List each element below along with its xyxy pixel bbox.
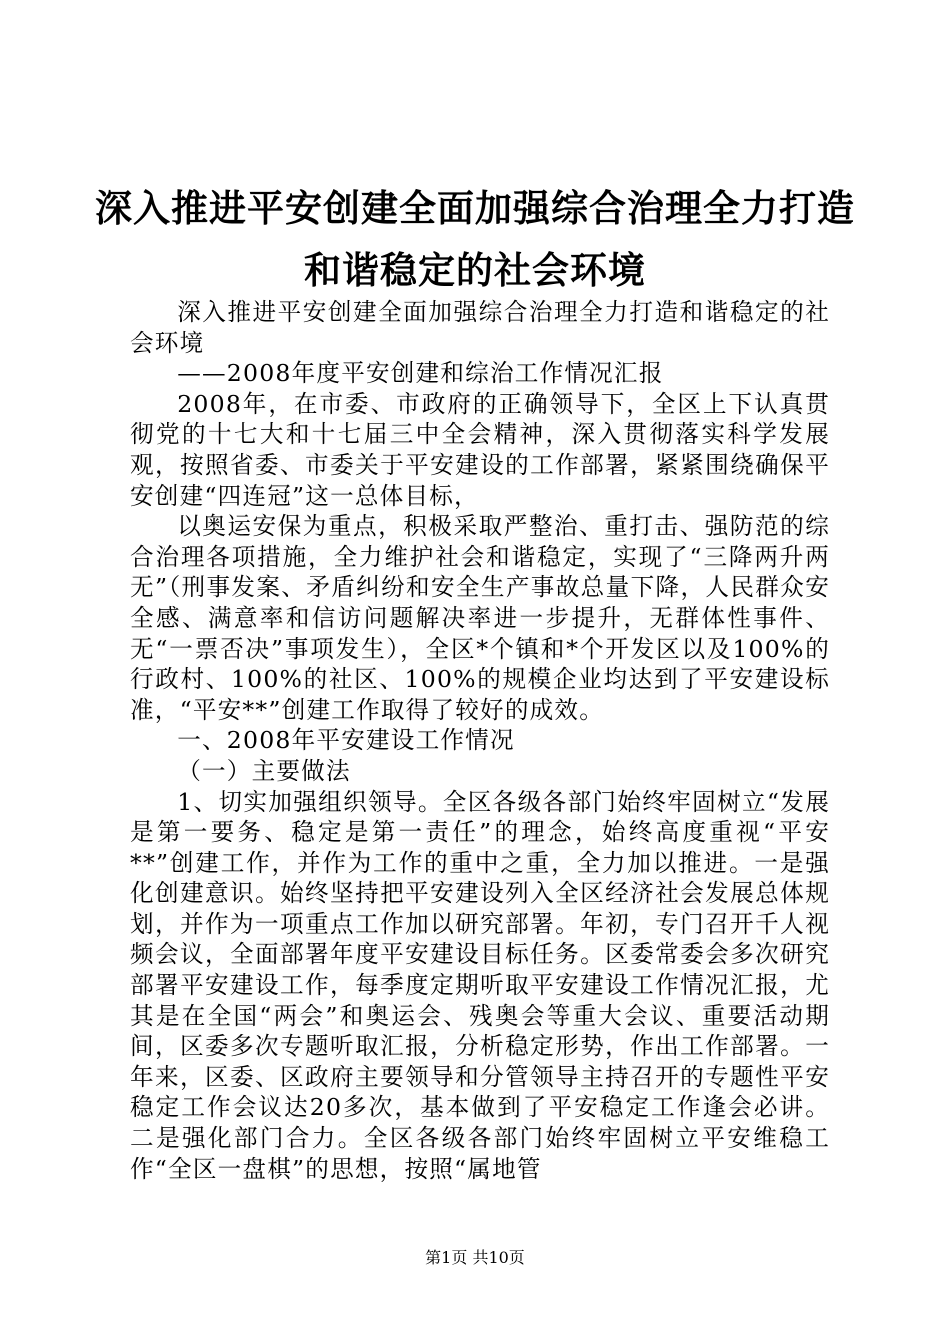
document-title-line1: 深入推进平安创建全面加强综合治理全力打造 bbox=[95, 186, 855, 230]
paragraph-organization: 1、切实加强组织领导。全区各级各部门始终牢固树立“发展是第一要务、稳定是第一责任”的理念，始终高度重视“平安**”创建工作，并作为工作的重中之重，全力加以推进。一是强化创建意识。始终坚持把平安建设列入全区经济社会发展总体规划，并作为一项重点工作加以研究部署。年初，专门召开千人视频会议，全面部署年度平安建设目标任务。区委常委会多次研究部署平安建设工作，每季度定期听取平安建设工作情况汇报，尤其是在全国“两会”和奥运会、残奥会等重大会议、重要活动期间，区委多次专题听取汇报，分析稳定形势，作出工作部署。一年来，区委、区政府主要领导和分管领导主持召开的专题性平安稳定工作会议达20多次，基本做到了平安稳定工作逢会必讲。二是强化部门合力。全区各级各部门始终牢固树立平安维稳工作“全区一盘棋”的思想，按照“属地管 bbox=[130, 787, 830, 1183]
paragraph-intro: 2008年，在市委、市政府的正确领导下，全区上下认真贯彻党的十七大和十七届三中全会精神，深入贯彻落实科学发展观，按照省委、市委关于平安建设的工作部署，紧紧围绕确保平安创建“四连冠”这一总体目标， bbox=[130, 389, 830, 510]
document-body bbox=[130, 297, 830, 1184]
page-number-footer: 第1页 共10页 bbox=[425, 1248, 525, 1267]
paragraph-subject: 深入推进平安创建全面加强综合治理全力打造和谐稳定的社会环境 bbox=[130, 298, 830, 357]
paragraph-subtitle: ——2008年度平安创建和综治工作情况汇报 bbox=[177, 359, 664, 388]
paragraph-summary: 以奥运安保为重点，积极采取严整治、重打击、强防范的综合治理各项措施，全力维护社会和谐稳定，实现了“三降两升两无”（刑事发案、矛盾纠纷和安全生产事故总量下降，人民群众安全感、满意率和信访问题解决率进一步提升，无群体性事件、无“一票否决”事项发生），全区*个镇和*个开发区以及100%的行政村、100%的社区、100%的规模企业均达到了平安建设标准，“平安**”创建工作取得了较好的成效。 bbox=[130, 512, 830, 724]
section-heading: 一、2008年平安建设工作情况 bbox=[177, 726, 515, 755]
document-title-line2: 和谐稳定的社会环境 bbox=[304, 248, 646, 292]
subsection-heading: （一）主要做法 bbox=[177, 756, 351, 785]
